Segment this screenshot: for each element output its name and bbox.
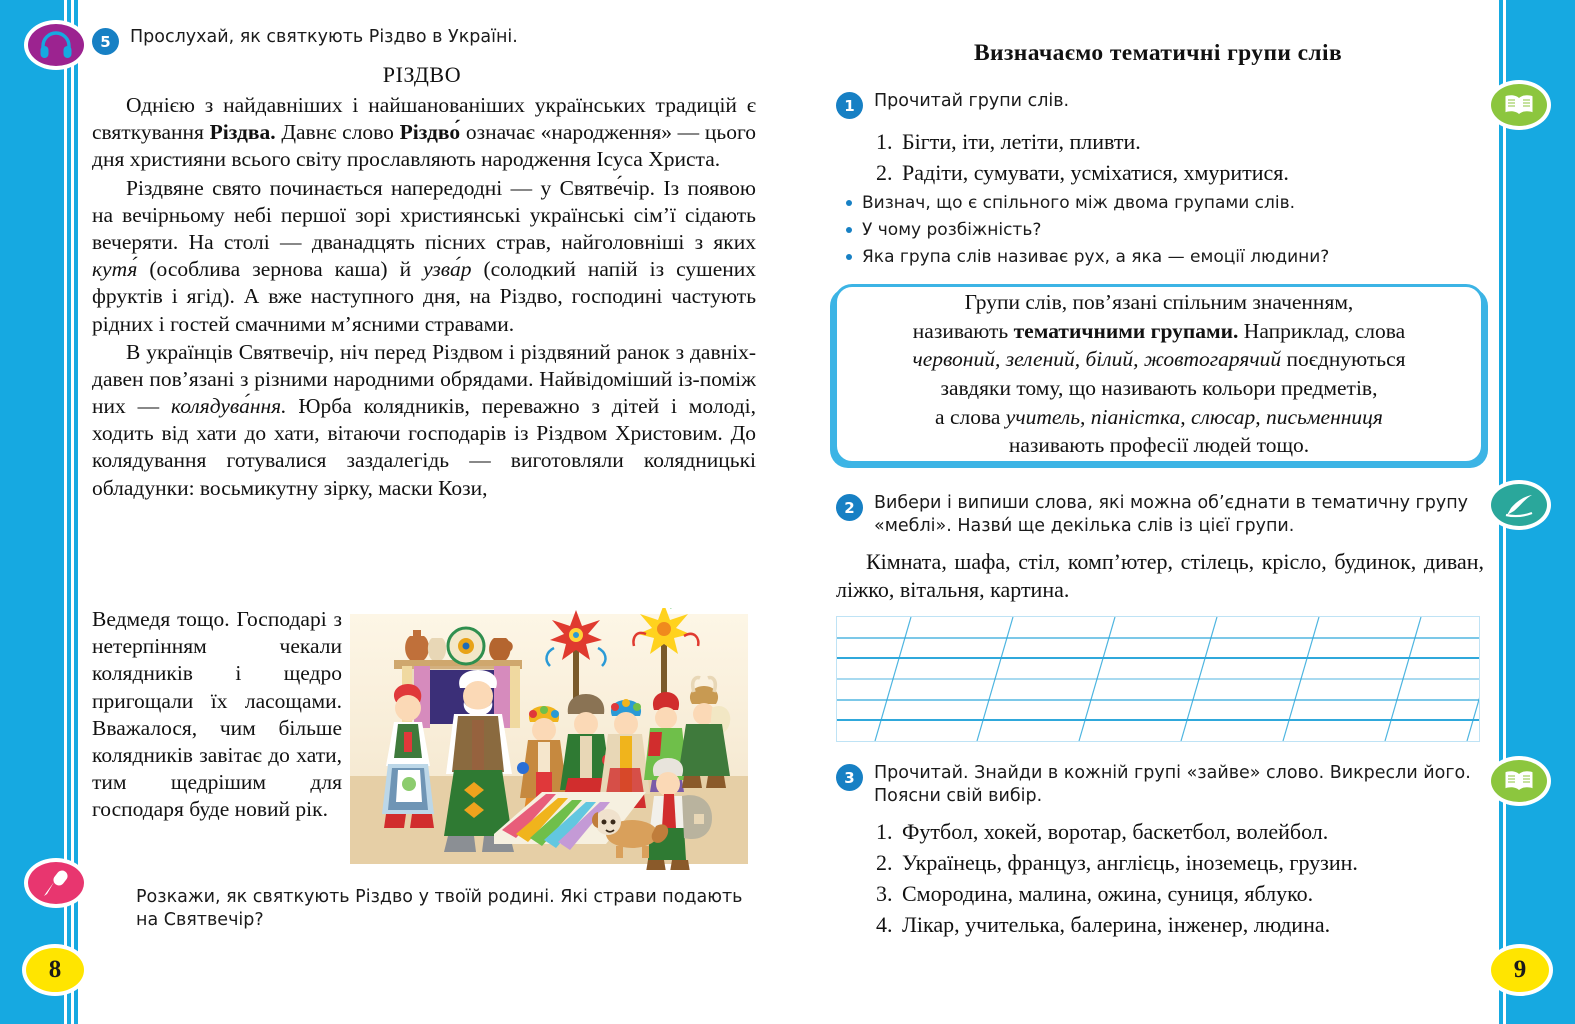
right-page — [828, 0, 1488, 1024]
task-3-instruction: Прочитай. Знайди в кожній групі «зайве» слово. Викресли його. Поясни свій вибір. — [874, 763, 1471, 807]
list-item — [876, 847, 1484, 878]
list-item — [876, 157, 1484, 188]
list-item — [876, 878, 1484, 909]
item-text: Українець, француз, англієць, іноземець, грузин. — [902, 849, 1358, 875]
task-number-badge: 2 — [836, 494, 863, 521]
task-number-badge: 5 — [92, 28, 119, 55]
list-item: Визнач, що є спільного між двома групами слів. — [846, 190, 1486, 217]
task-3-word-groups — [876, 816, 1484, 941]
item-text: Радіти, сумувати, усміхатися, хмуритися. — [902, 160, 1289, 186]
item-text: Смородина, малина, ожина, суниця, яблуко. — [902, 881, 1314, 906]
story-paragraph-3: В українців Святвечір, ніч перед Різдвом і різдвяний ранок з давніх-давен пов’язані з різними народними обрядами. Найвідоміший із-поміж них — колядува́ння. Юрба колядників, переважно з дітей і молоді, ходить від хати до хати, вітаючи господарів із Різдвом Христовим. До колядування готувалися заздалегідь — виготовляли колядницькі обладунки: восьмикутну зірку, маски Кози, — [92, 339, 757, 500]
item-number: 1. — [876, 818, 893, 844]
task-5 — [92, 26, 752, 55]
rule-definition-box — [834, 284, 1484, 464]
list-item — [876, 816, 1484, 847]
list-item: У чому розбіжність? — [846, 217, 1486, 244]
handwriting-practice-grid[interactable] — [836, 616, 1480, 742]
left-page — [88, 0, 764, 1024]
page-number-right: 9 — [1491, 948, 1549, 992]
item-text: Лікар, учителька, балерина, інженер, людина. — [902, 912, 1331, 938]
task-3 — [836, 762, 1484, 940]
task-2-instruction: Вибери і випиши слова, які можна об’єднати в тематичну групу «меблі». Назви́ ще декілька слів із цієї групи. — [874, 493, 1469, 537]
story-paragraph-2: Різдвяне свято починається напередодні — у Святве́чір. Із появою на вечірньому небі першої зорі християнські українські сім’ї сідають вечеряти. На столі — дванадцять пісних страв, найголовніші з яких кутя́ (особлива зернова каша) й узва́р (солодкий напій із сушених фруктів і ягід). А вже наступного дня, на Різдво, господині частують рідних і гостей смачними м’ясними стравами. — [92, 175, 756, 336]
item-number: 1. — [876, 129, 893, 154]
task-1-word-groups — [876, 126, 1484, 188]
headphones-icon — [28, 24, 84, 66]
item-number: 4. — [876, 912, 893, 938]
task-1 — [836, 90, 1484, 188]
task-2-words: Кімната, шафа, стіл, комп’ютер, стілець, крісло, будинок, диван, ліжко, вітальня, картина. — [836, 548, 1484, 603]
task-1-bullets — [846, 190, 1486, 271]
microphone-icon — [28, 862, 84, 904]
story-wrapped-lines: Ведмедя тощо. Господарі з нетерпінням чекали колядників і щедро пригощали їх ласощами. Вважалося, чим більше колядників завітає до хати, тим щедрішим для господаря буде новий рік. — [92, 607, 342, 822]
story-paragraph-1: Однією з найдавніших і найшанованіших українських традицій є святкування Різдва. Давнє слово Різдво́ означає «народження» — цього дня християни всього світу прославляють народження Ісуса Христа. — [92, 93, 756, 172]
page-number-left: 8 — [26, 948, 84, 992]
item-number: 3. — [876, 881, 893, 906]
item-number: 2. — [876, 849, 893, 875]
closing-question: Розкажи, як святкують Різдво у твоїй родині. Які страви подають на Святвечір? — [136, 887, 743, 931]
open-book-icon — [1491, 760, 1547, 802]
rule-text: Групи слів, пов’язані спільним значенням, називають тематичними групами. Наприклад, слова червоний, зелений, білий, жовтогарячий поєднуються завдяки тому, що називають кольори предметів, а слова учитель, піаністка, слюсар, письменниця називають професії людей тощо. — [912, 290, 1406, 458]
carolers-illustration — [344, 608, 754, 870]
open-book-icon — [1491, 84, 1547, 126]
story-title: РІЗДВО — [382, 62, 462, 87]
task-1-instruction: Прочитай групи слів. — [874, 91, 1070, 111]
list-item — [876, 126, 1484, 157]
task-number-badge: 3 — [836, 764, 863, 791]
item-text: Футбол, хокей, воротар, баскетбол, волейбол. — [902, 818, 1329, 844]
pen-writing-icon — [1491, 484, 1547, 526]
story-wrapped-text — [92, 606, 342, 824]
task-2 — [836, 492, 1484, 605]
item-number: 2. — [876, 160, 893, 186]
section-header: Визначаємо тематичні групи слів — [973, 40, 1343, 66]
list-item — [876, 909, 1484, 940]
story-body — [92, 92, 756, 503]
item-text: Бігти, іти, летіти, пливти. — [902, 129, 1141, 154]
task-number-badge: 1 — [836, 92, 863, 119]
task-5-instruction: Прослухай, як святкують Різдво в Україні. — [130, 27, 518, 47]
list-item: Яка група слів називає рух, а яка — емоції людини? — [846, 244, 1486, 271]
